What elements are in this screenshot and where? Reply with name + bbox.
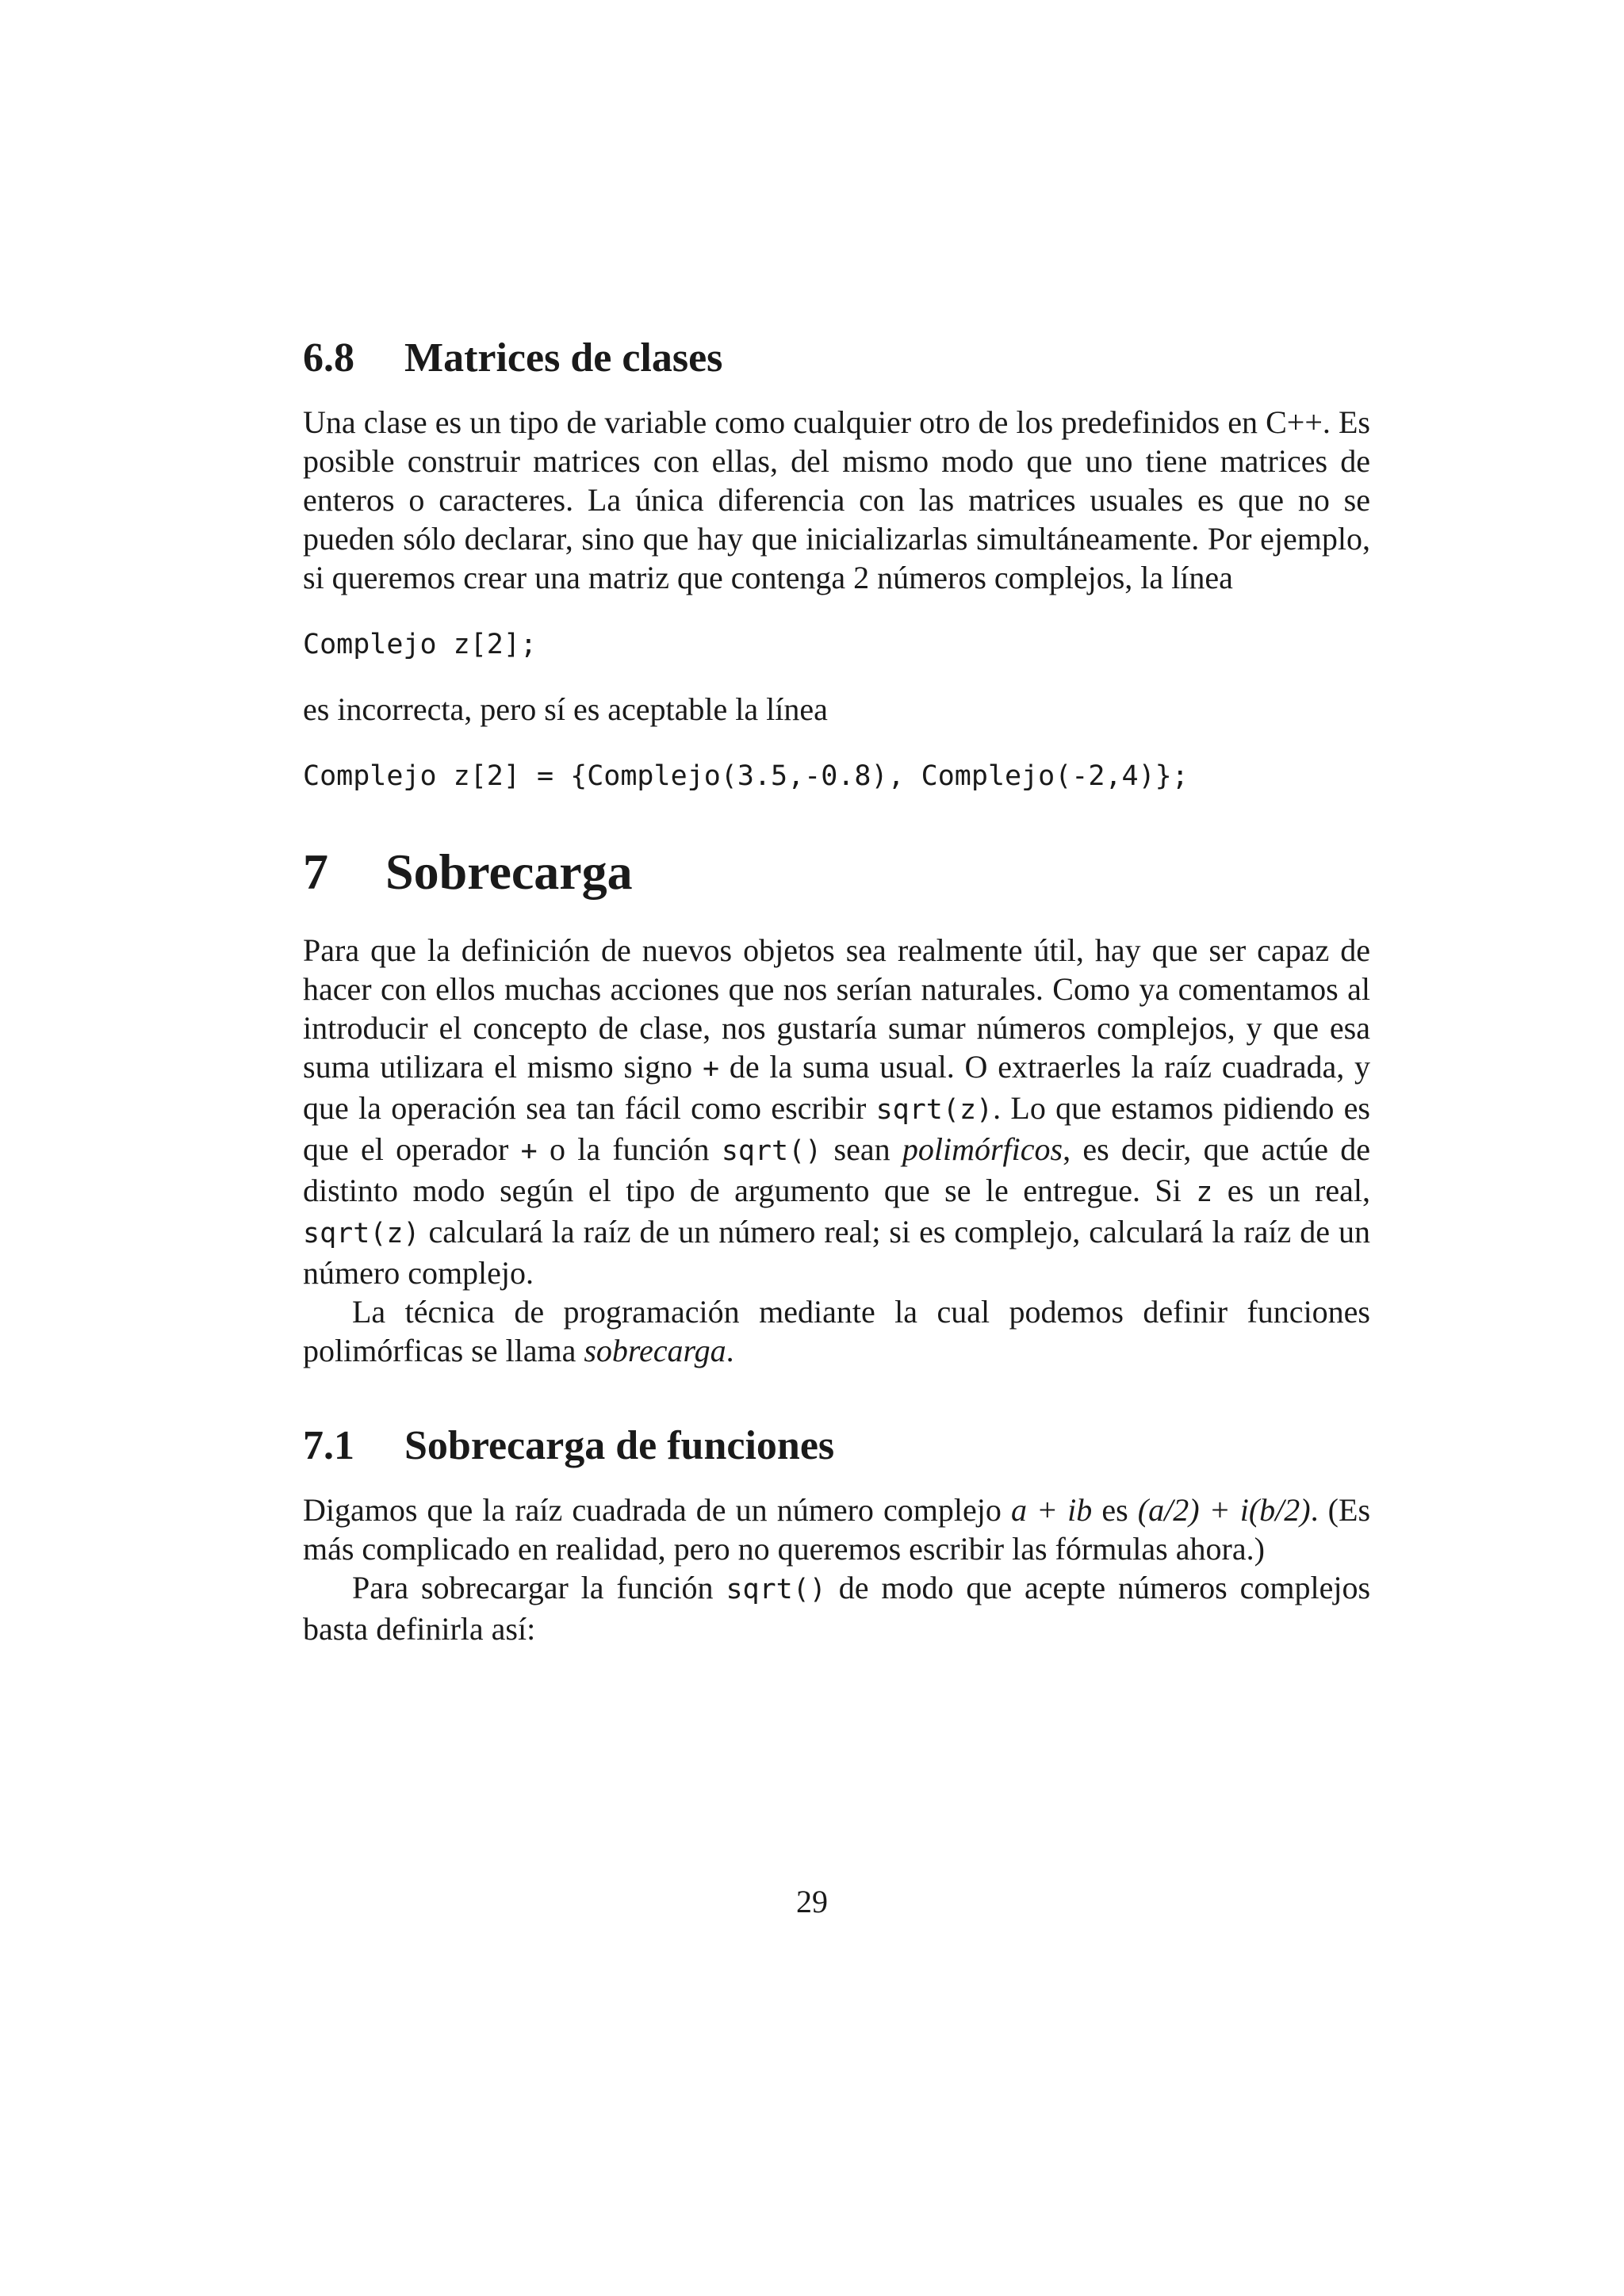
inline-code: sqrt(z) <box>303 1218 420 1249</box>
text-run: Para sobrecargar la función <box>352 1570 726 1605</box>
code-line: Complejo z[2]; <box>303 629 538 660</box>
inline-code: sqrt(z) <box>875 1094 994 1126</box>
emphasis: sobrecarga <box>584 1333 726 1368</box>
text-run: de modo que acepte números complejos basta definirla así: <box>303 1570 1371 1647</box>
section-number: 6.8 <box>303 335 354 381</box>
text-run: . (Es más complicado en realidad, pero no queremos escribir las fórmulas ahora.) <box>303 1492 1371 1567</box>
emphasis: polimórficos <box>902 1131 1063 1167</box>
page-number: 29 <box>796 1884 828 1919</box>
inline-code: + <box>520 1135 538 1167</box>
paragraph <box>303 931 1370 1292</box>
text-run: calculará la raíz de un número real; si es complejo, calculará la raíz de un número complejo. <box>303 1214 1370 1291</box>
inline-code: + <box>702 1053 720 1085</box>
page-content <box>303 333 1370 1648</box>
text-run: de la suma usual. O extraerles la raíz cuadrada, y que la operación sea tan fácil como escribir <box>303 1049 1371 1126</box>
paragraph: es incorrecta, pero sí es aceptable la línea <box>303 691 828 727</box>
text-run: . Lo que estamos pidiendo es que el operador <box>303 1090 1371 1167</box>
text-run: La técnica de programación mediante la cual podemos definir funciones polimórficas se llama <box>303 1294 1370 1368</box>
section-title: Matrices de clases <box>404 335 723 381</box>
paragraph <box>303 1490 1370 1568</box>
paragraph <box>303 1292 1370 1370</box>
paragraph <box>303 1568 1370 1648</box>
text-run: . <box>726 1333 734 1368</box>
inline-code: z <box>1196 1177 1213 1208</box>
inline-code: sqrt() <box>726 1574 826 1605</box>
section-number: 7.1 <box>303 1423 354 1468</box>
section-title: Sobrecarga de funciones <box>404 1423 835 1468</box>
math-expression: a + ib <box>1010 1492 1093 1528</box>
text-run: es un real, <box>1212 1173 1370 1208</box>
text-run: o la función <box>537 1131 722 1167</box>
text-run: es <box>1092 1492 1138 1528</box>
section-number: 7 <box>303 844 328 900</box>
text-run: sean <box>822 1131 902 1167</box>
code-line: Complejo z[2] = {Complejo(3.5,-0.8), Complejo(-2,4)}; <box>303 760 1189 792</box>
inline-code: sqrt() <box>721 1135 822 1167</box>
section-6-8-heading <box>303 333 1370 384</box>
section-7-heading <box>303 840 1370 904</box>
math-expression: (a/2) + i(b/2) <box>1137 1492 1311 1528</box>
text-run: Para que la definición de nuevos objetos sea realmente útil, hay que ser capaz de hacer con ellos muchas acciones que nos serían naturales. Como ya comentamos al introducir el concepto de clase, nos gustaría sumar números complejos, y que esa suma utilizara el mismo signo <box>303 932 1370 1085</box>
paragraph: Una clase es un tipo de variable como cualquier otro de los predefinidos en C++. Es posible construir matrices con ellas, del mismo modo que uno tiene matrices de enteros o caracteres. La única diferencia con las matrices usuales es que no se pueden sólo declarar, sino que hay que inicializarlas simultáneamente. Por ejemplo, si queremos crear una matriz que contenga 2 números complejos, la línea <box>303 404 1370 595</box>
text-run: , es decir, que actúe de distinto modo según el tipo de argumento que se le entregue. Si <box>303 1131 1371 1208</box>
text-run: Digamos que la raíz cuadrada de un número complejo <box>303 1492 1011 1528</box>
section-7-1-heading <box>303 1421 1370 1471</box>
section-title: Sobrecarga <box>385 844 633 900</box>
